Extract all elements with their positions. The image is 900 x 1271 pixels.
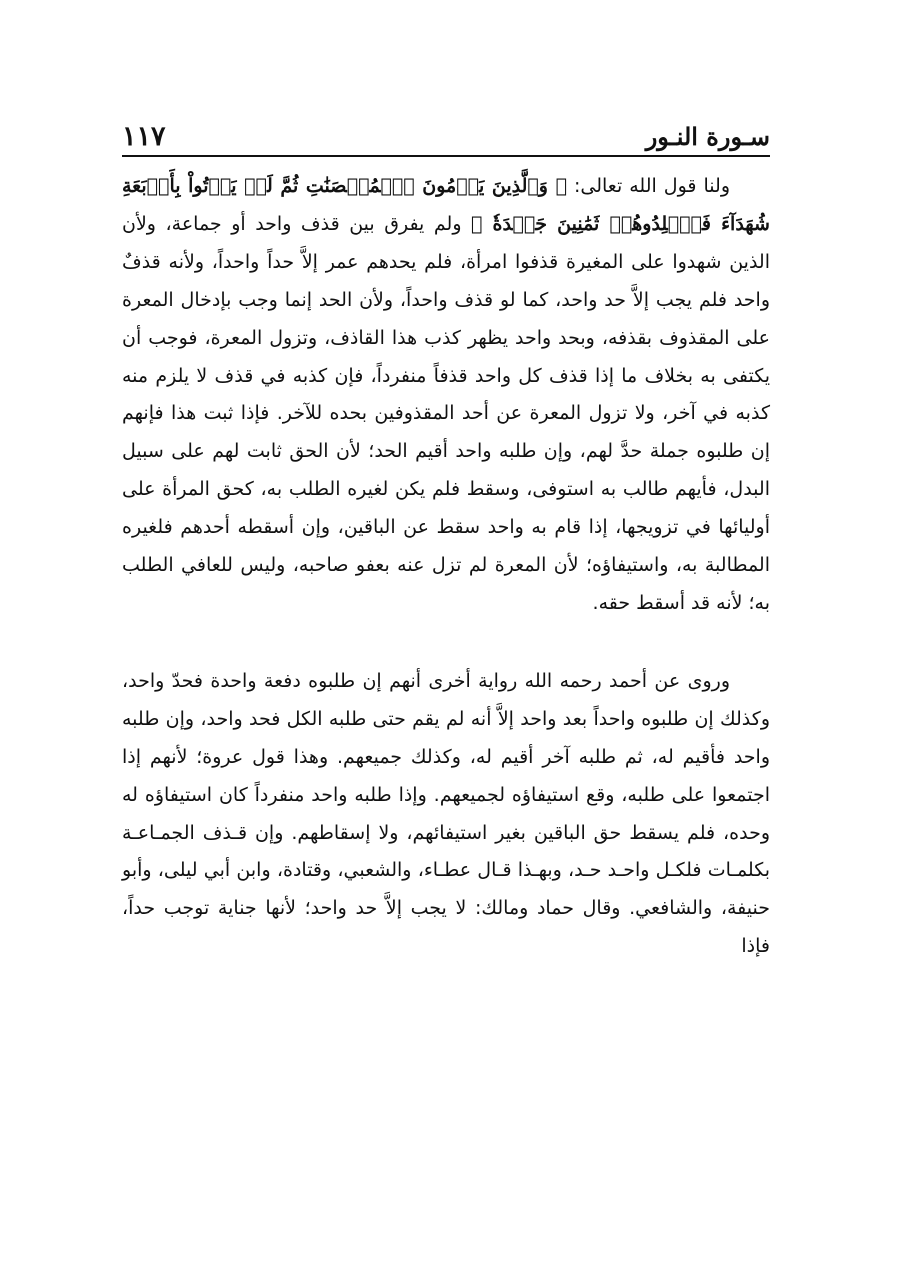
paragraph-1-text: ولم يفرق بين قذف واحد أو جماعة، ولأن الذين شهدوا على المغيرة قذفوا امرأة، فلم يحدهم عمر إلاَّ حداً واحداً، ولأنه قذفٌ واحد فلم يجب إلاَّ حد واحد، كما لو قذف واحداً، ولأن الحد إنما وجب بإدخال المعرة على المقذوف بقذفه، وبحد واحد يظهر كذب هذا القاذف، وتزول المعرة، فوجب أن يكتفى به بخلاف ما إذا قذف كل واحد قذفاً منفرداً، فإن كذبه في قذف لا يلزم منه كذبه في آخر، ولا تزول المعرة عن أحد المقذوفين بحده للآخر. فإذا ثبت هذا فإنهم إن طلبوه جملة حدَّ لهم، وإن طلبه واحد أقيم الحد؛ لأن الحق ثابت لهم على سبيل البدل، فأيهم طالب به استوفى، وسقط فلم يكن لغيره الطلب به، كحق المرأة على أوليائها في تزويجها، إذا قام به واحد سقط عن الباقين، وإن أسقطه أحدهم فلغيره المطالبة به، واستيفاؤه؛ لأن المعرة لم تزل عنه بعفو صاحبه، وليس للعافي الطلب به؛ لأنه قد أسقط حقه. [122, 212, 770, 614]
page-body [122, 168, 770, 966]
paragraph-2: وروى عن أحمد رحمه الله رواية أخرى أنهم إن طلبوه دفعة واحدة فحدّ واحد، وكذلك إن طلبوه واحداً بعد واحد إلاَّ أنه لم يقم حتى طلبه الكل فحد واحد، وإن طلبه واحد فأقيم له، ثم طلبه آخر أقيم له، وكذلك جميعهم. وهذا قول عروة؛ لأنهم إذا اجتمعوا على طلبه، وقع استيفاؤه لجميعهم. وإذا طلبه واحد منفرداً كان استيفاؤه له وحده، فلم يسقط حق الباقين بغير استيفائهم، ولا إسقاطهم. وإن قـذف الجمـاعـة بكلمـات فلكـل واحـد حـد، وبهـذا قـال عطـاء، والشعبي، وقتادة، وابن أبي ليلى، وأبو حنيفة، والشافعي. وقال حماد ومالك: لا يجب إلاَّ حد واحد؛ لأنها جناية توجب حداً، فإذا [122, 669, 770, 958]
page-header [122, 108, 770, 157]
quran-verse: ﴿ وَٱلَّذِينَ يَرۡمُونَ ٱلۡمُحۡصَنَٰتِ ثُمَّ لَمۡ يَأۡتُواْ بِأَرۡبَعَةِ شُهَدَآءَ فَٱجۡلِدُوهُمۡ ثَمَٰنِينَ جَلۡدَةٗ ﴾ [122, 175, 770, 235]
paragraph-1-intro: ولنا قول الله تعالى: [566, 175, 730, 197]
paragraph-1 [122, 168, 770, 623]
page-number: ١١٧ [122, 121, 166, 152]
surah-title: سـورة النـور [645, 122, 770, 151]
